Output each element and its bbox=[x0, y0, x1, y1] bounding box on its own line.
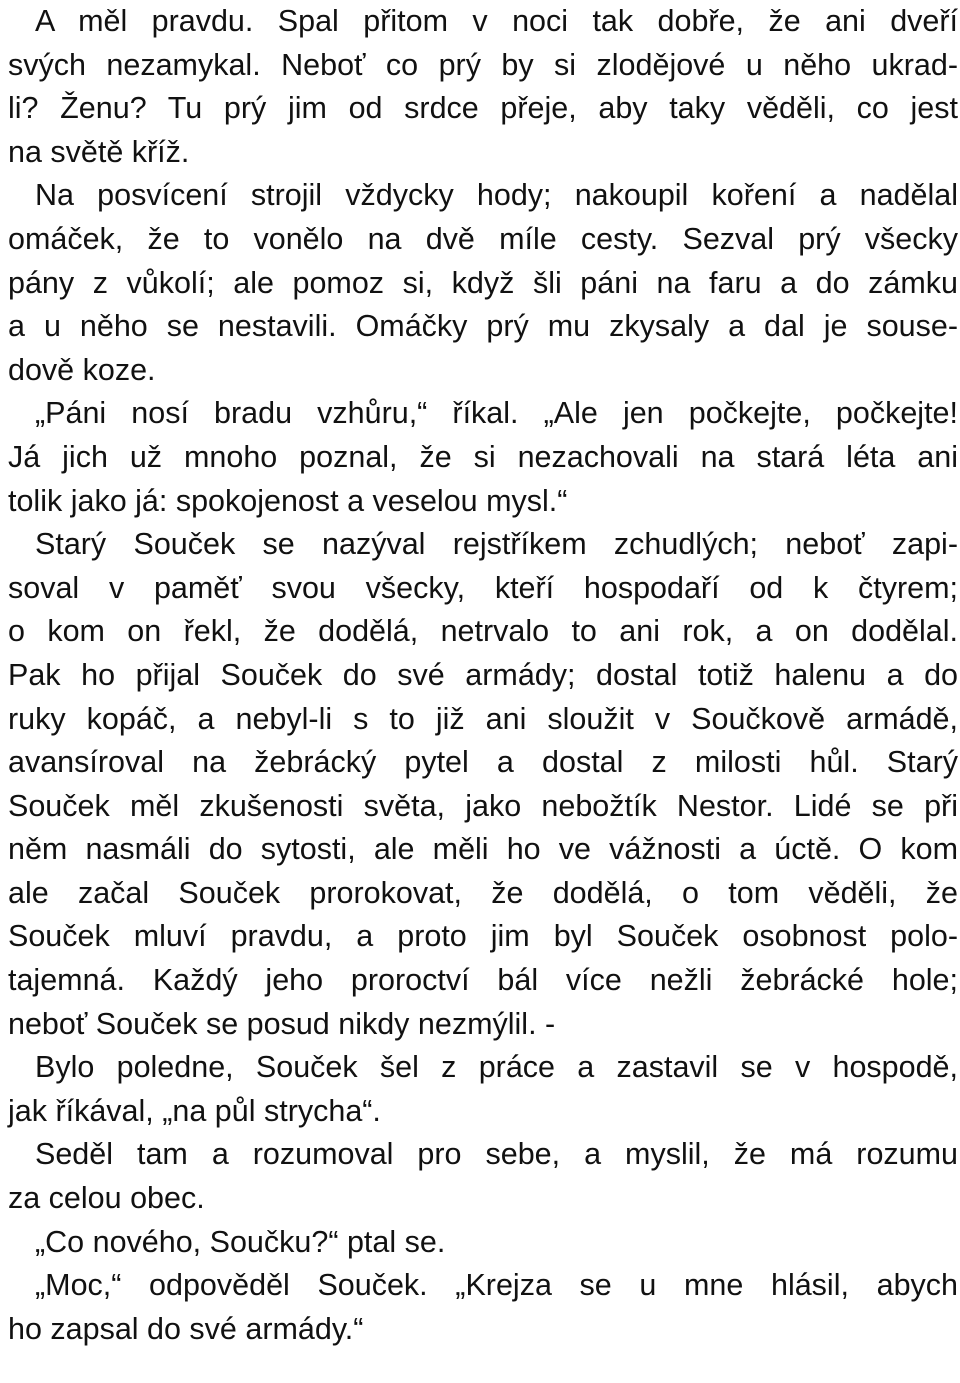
text-line: Já jich už mnoho poznal, že si nezachovali na stará léta ani bbox=[8, 439, 958, 474]
text-line: li? Ženu? Tu prý jim od srdce přeje, aby taky věděli, co jest bbox=[8, 91, 958, 126]
paragraph-5 bbox=[8, 1046, 958, 1133]
document-page bbox=[8, 0, 958, 1351]
paragraph-4 bbox=[8, 523, 958, 1046]
text-line: Starý Souček se nazýval rejstříkem zchudlých; neboť zapi- bbox=[35, 527, 958, 562]
text-line: ruky kopáč, a nebyl-li s to již ani sloužit v Součkově armádě, bbox=[8, 701, 958, 736]
text-line: pány z vůkolí; ale pomoz si, když šli páni na faru a do zámku bbox=[8, 265, 958, 300]
text-line: tolik jako já: spokojenost a veselou mysl.“ bbox=[8, 483, 568, 518]
text-line: Souček mluví pravdu, a proto jim byl Souček osobnost polo- bbox=[8, 919, 958, 954]
text-line: Seděl tam a rozumoval pro sebe, a myslil, že má rozumu bbox=[35, 1137, 958, 1172]
text-line: na světě kříž. bbox=[8, 134, 190, 169]
paragraph-1 bbox=[8, 0, 958, 174]
text-line: ale začal Souček prorokovat, že dodělá, o tom věděli, že bbox=[8, 875, 958, 910]
text-line: a u něho se nestavili. Omáčky prý mu zkysaly a dal je souse- bbox=[8, 309, 958, 344]
text-line: jak říkával, „na půl strycha“. bbox=[8, 1093, 381, 1128]
text-line: „Páni nosí bradu vzhůru,“ říkal. „Ale jen počkejte, počkejte! bbox=[35, 396, 958, 431]
paragraph-2 bbox=[8, 174, 958, 392]
text-line: za celou obec. bbox=[8, 1181, 205, 1216]
text-line: Bylo poledne, Souček šel z práce a zastavil se v hospodě, bbox=[35, 1050, 958, 1085]
text-line: Na posvícení strojil vždycky hody; nakoupil koření a nadělal bbox=[35, 178, 958, 213]
paragraph-7 bbox=[8, 1221, 958, 1265]
text-line: A měl pravdu. Spal přitom v noci tak dobře, že ani dveří bbox=[35, 4, 958, 38]
paragraph-6 bbox=[8, 1133, 958, 1220]
text-line: něm nasmáli do sytosti, ale měli ho ve vážnosti a úctě. O kom bbox=[8, 832, 958, 867]
text-line: avansíroval na žebrácký pytel a dostal z milosti hůl. Starý bbox=[8, 745, 958, 780]
text-line: „Co nového, Součku?“ ptal se. bbox=[35, 1224, 446, 1259]
text-line: „Moc,“ odpověděl Souček. „Krejza se u mne hlásil, abych bbox=[35, 1268, 958, 1303]
text-line: ho zapsal do své armády.“ bbox=[8, 1311, 364, 1346]
text-line: omáček, že to vonělo na dvě míle cesty. Sezval prý všecky bbox=[8, 221, 958, 256]
text-line: tajemná. Každý jeho proroctví bál více nežli žebrácké hole; bbox=[8, 963, 958, 998]
paragraph-8 bbox=[8, 1264, 958, 1351]
text-line: neboť Souček se posud nikdy nezmýlil. - bbox=[8, 1006, 556, 1041]
text-line: dově koze. bbox=[8, 352, 156, 387]
text-line: Pak ho přijal Souček do své armády; dostal totiž halenu a do bbox=[8, 657, 958, 692]
text-line: o kom on řekl, že dodělá, netrvalo to ani rok, a on dodělal. bbox=[8, 614, 958, 649]
text-line: Souček měl zkušenosti světa, jako nebožtík Nestor. Lidé se při bbox=[8, 788, 958, 823]
paragraph-3 bbox=[8, 392, 958, 523]
text-line: svých nezamykal. Neboť co prý by si zlodějové u něho ukrad- bbox=[8, 47, 958, 82]
text-line: soval v paměť svou všecky, kteří hospodaří od k čtyrem; bbox=[8, 570, 958, 605]
